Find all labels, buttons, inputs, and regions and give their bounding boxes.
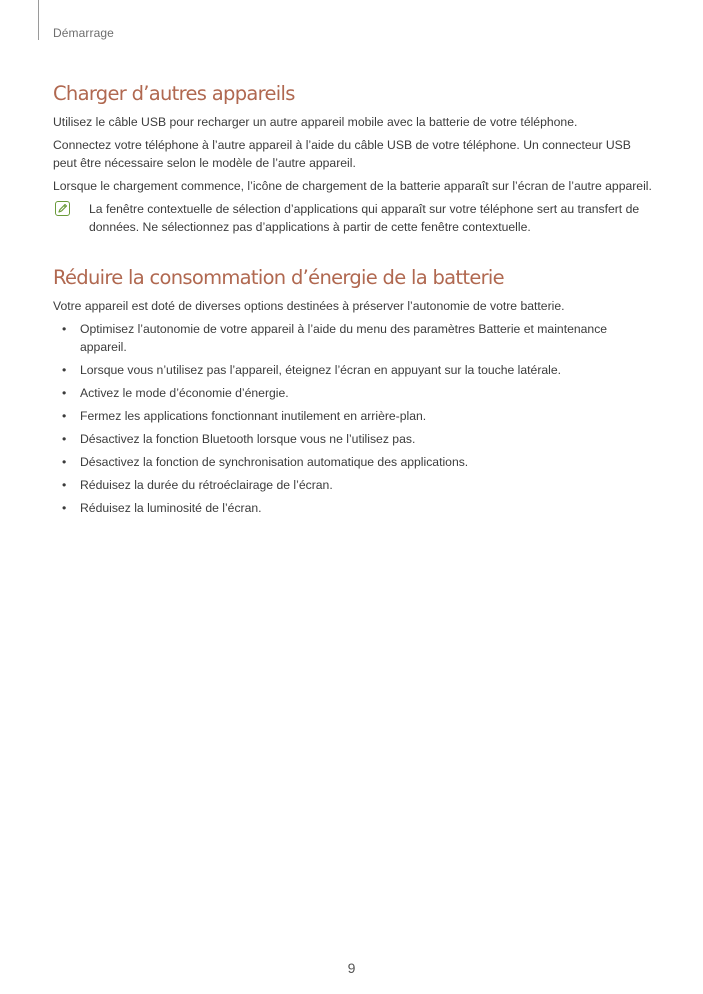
list-item — [53, 430, 653, 448]
bullet-icon: • — [62, 432, 67, 446]
note-text: La fenêtre contextuelle de sélection d’applications qui apparaît sur votre téléphone sert au transfert de données. Ne sélectionnez pas d’applications à partir de cette fenêtre contextuelle. — [89, 202, 640, 234]
page-content — [53, 80, 653, 522]
tips-list — [53, 320, 653, 517]
note-pencil-icon — [55, 201, 70, 216]
list-item — [53, 384, 653, 402]
list-item-text: Désactivez la fonction Bluetooth lorsque vous ne l’utilisez pas. — [80, 432, 416, 446]
list-item-text: Lorsque vous n’utilisez pas l’appareil, éteignez l’écran en appuyant sur la touche latérale. — [80, 363, 562, 377]
bullet-icon: • — [62, 363, 67, 377]
bullet-icon: • — [62, 386, 67, 400]
bullet-icon: • — [62, 409, 67, 423]
section-title-batterie: Réduire la consommation d’énergie de la batterie — [53, 266, 504, 289]
list-item-text: Désactivez la fonction de synchronisation automatique des applications. — [80, 455, 469, 469]
list-item-text: Optimisez l’autonomie de votre appareil à l’aide du menu des paramètres Batterie et maintenance appareil. — [80, 322, 608, 354]
list-item-text: Réduisez la durée du rétroéclairage de l’écran. — [80, 478, 333, 492]
section-header-label: Démarrage — [53, 26, 114, 40]
paragraph: Votre appareil est doté de diverses options destinées à préserver l’autonomie de votre batterie. — [53, 299, 565, 313]
paragraph: Connectez votre téléphone à l’autre appareil à l’aide du câble USB de votre téléphone. Un connecteur USB peut être nécessaire selon le modèle de l’autre appareil. — [53, 138, 631, 170]
page-margin-rule — [38, 0, 39, 40]
list-item-text: Réduisez la luminosité de l’écran. — [80, 501, 262, 515]
list-item-text: Fermez les applications fonctionnant inutilement en arrière-plan. — [80, 409, 427, 423]
paragraph: Lorsque le chargement commence, l’icône de chargement de la batterie apparaît sur l’écran de l’autre appareil. — [53, 179, 652, 193]
section-title-charger: Charger d’autres appareils — [53, 82, 295, 105]
bullet-icon: • — [62, 322, 67, 336]
list-item — [53, 407, 653, 425]
bullet-icon: • — [62, 478, 67, 492]
list-item — [53, 453, 653, 471]
list-item — [53, 476, 653, 494]
page-number: 9 — [347, 960, 356, 976]
list-item — [53, 320, 653, 356]
note-block — [53, 200, 653, 236]
list-item — [53, 361, 653, 379]
list-item — [53, 499, 653, 517]
bullet-icon: • — [62, 501, 67, 515]
bullet-icon: • — [62, 455, 67, 469]
list-item-text: Activez le mode d’économie d’énergie. — [80, 386, 289, 400]
paragraph: Utilisez le câble USB pour recharger un autre appareil mobile avec la batterie de votre téléphone. — [53, 115, 578, 129]
